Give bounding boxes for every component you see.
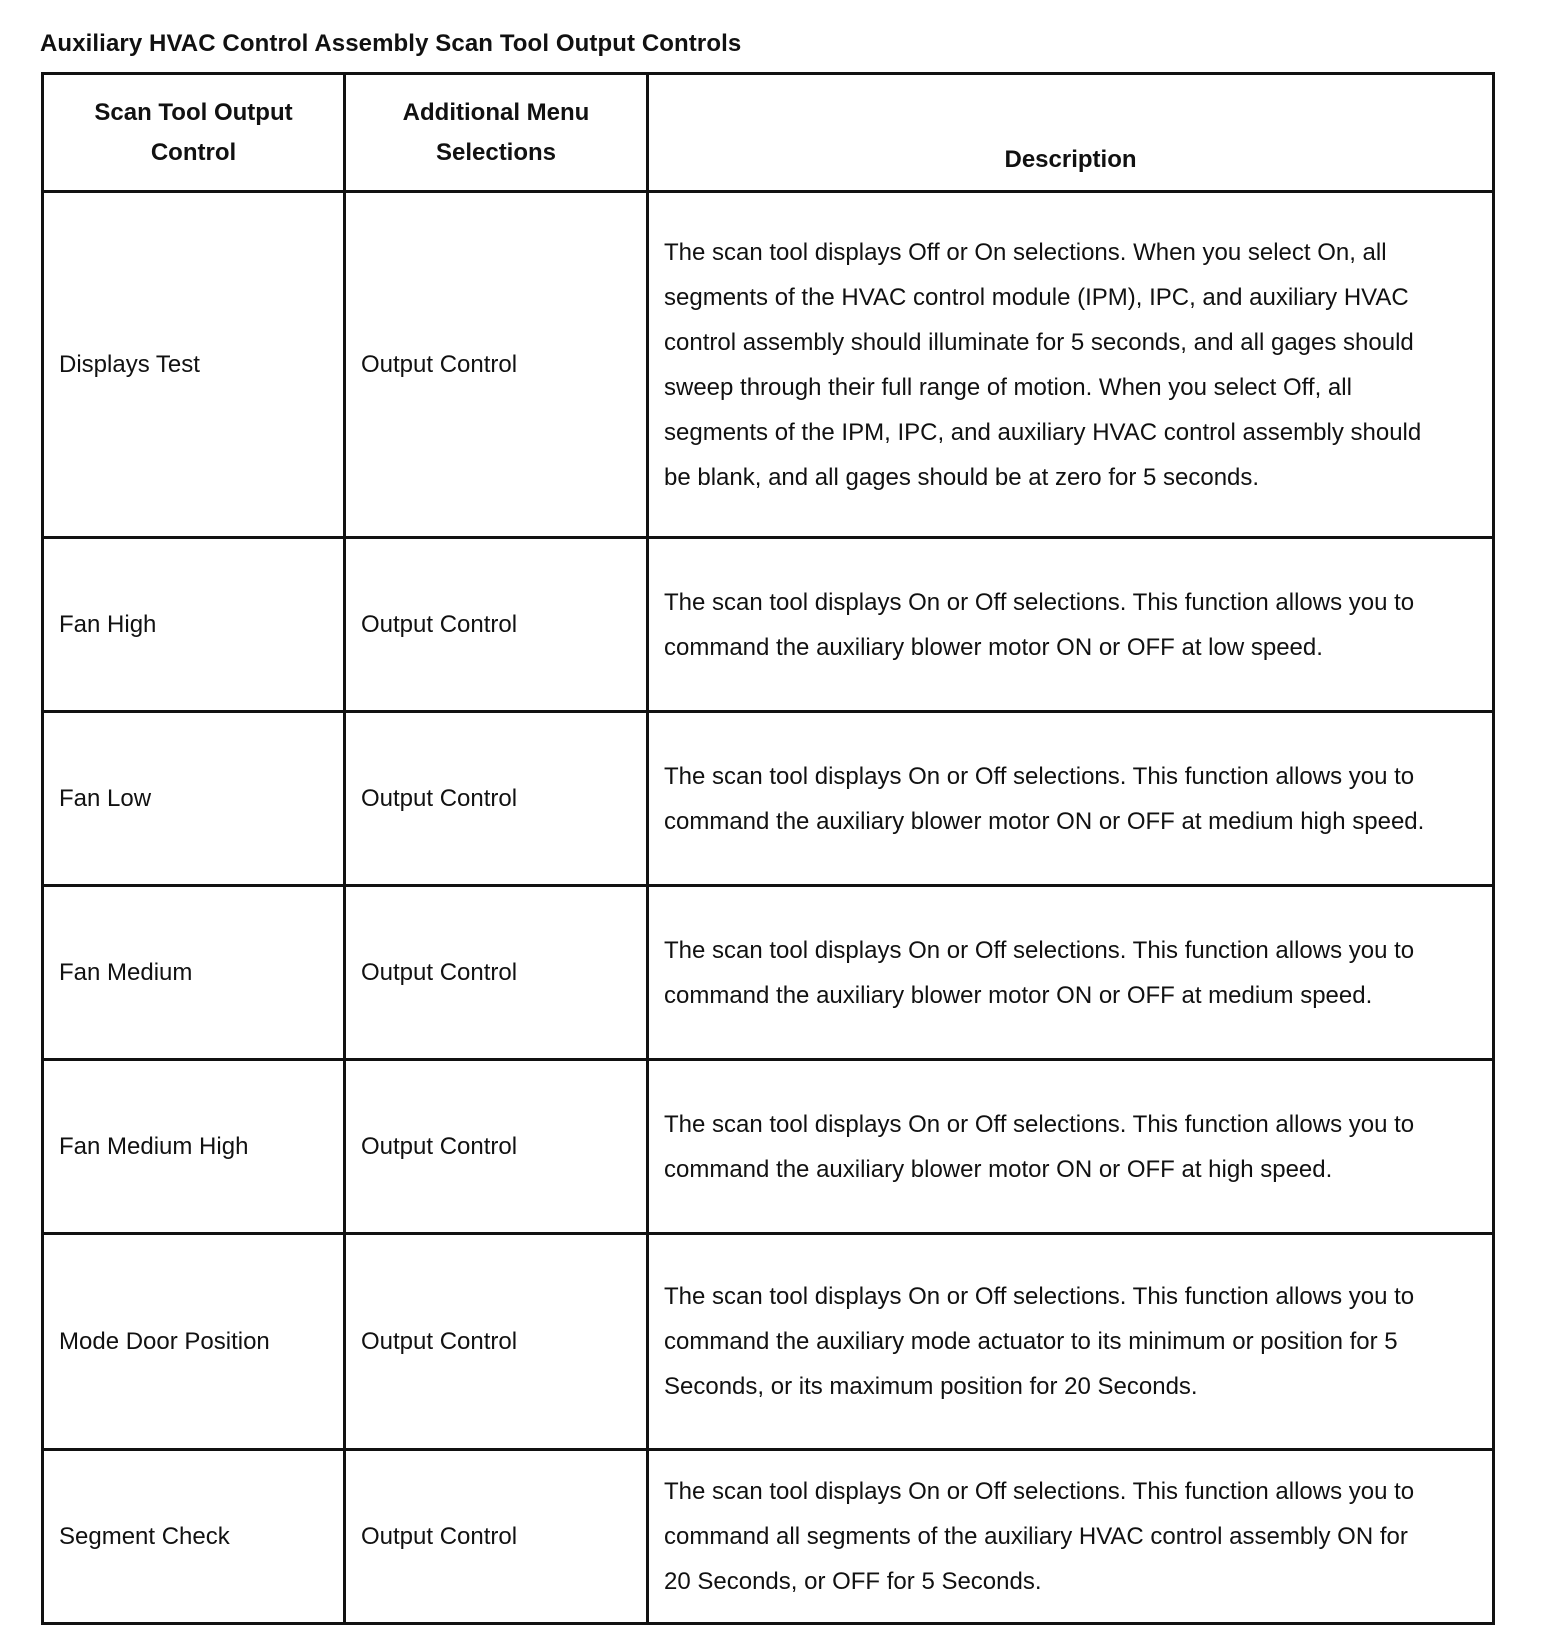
control-cell: Mode Door Position xyxy=(43,1234,345,1450)
control-cell: Fan Medium High xyxy=(43,1060,345,1234)
description-cell: The scan tool displays On or Off selections. This function allows you to command all segments of the auxiliary HVAC control assembly ON for 20 Seconds, or OFF for 5 Seconds. xyxy=(648,1450,1494,1624)
header-additional-menu-selections: Additional Menu Selections xyxy=(345,74,648,192)
description-cell: The scan tool displays On or Off selections. This function allows you to command the auxiliary blower motor ON or OFF at medium high speed. xyxy=(648,712,1494,886)
control-cell: Displays Test xyxy=(43,192,345,538)
header-scan-tool-output-control: Scan Tool Output Control xyxy=(43,74,345,192)
menu-selection-cell: Output Control xyxy=(345,1234,648,1450)
table-row xyxy=(43,1450,1494,1624)
control-cell: Fan High xyxy=(43,538,345,712)
menu-selection-cell: Output Control xyxy=(345,886,648,1060)
control-cell: Fan Medium xyxy=(43,886,345,1060)
table-row xyxy=(43,712,1494,886)
menu-selection-cell: Output Control xyxy=(345,538,648,712)
table-row xyxy=(43,192,1494,538)
header-description: Description xyxy=(648,74,1494,192)
description-cell: The scan tool displays Off or On selections. When you select On, all segments of the HVAC control module (IPM), IPC, and auxiliary HVAC control assembly should illuminate for 5 seconds, and all gages should sweep through their full range of motion. When you select Off, all segments of the IPM, IPC, and auxiliary HVAC control assembly should be blank, and all gages should be at zero for 5 seconds. xyxy=(648,192,1494,538)
control-cell: Fan Low xyxy=(43,712,345,886)
output-controls-table xyxy=(41,72,1495,1625)
table-row xyxy=(43,886,1494,1060)
menu-selection-cell: Output Control xyxy=(345,712,648,886)
description-cell: The scan tool displays On or Off selections. This function allows you to command the auxiliary mode actuator to its minimum or position for 5 Seconds, or its maximum position for 20 Seconds. xyxy=(648,1234,1494,1450)
description-cell: The scan tool displays On or Off selections. This function allows you to command the auxiliary blower motor ON or OFF at low speed. xyxy=(648,538,1494,712)
control-cell: Segment Check xyxy=(43,1450,345,1624)
menu-selection-cell: Output Control xyxy=(345,1060,648,1234)
table-header-row xyxy=(43,74,1494,192)
description-cell: The scan tool displays On or Off selections. This function allows you to command the auxiliary blower motor ON or OFF at high speed. xyxy=(648,1060,1494,1234)
document-title: Auxiliary HVAC Control Assembly Scan Tool Output Controls xyxy=(40,30,742,57)
menu-selection-cell: Output Control xyxy=(345,192,648,538)
table-row xyxy=(43,538,1494,712)
table-row xyxy=(43,1060,1494,1234)
table-row xyxy=(43,1234,1494,1450)
menu-selection-cell: Output Control xyxy=(345,1450,648,1624)
description-cell: The scan tool displays On or Off selections. This function allows you to command the auxiliary blower motor ON or OFF at medium speed. xyxy=(648,886,1494,1060)
